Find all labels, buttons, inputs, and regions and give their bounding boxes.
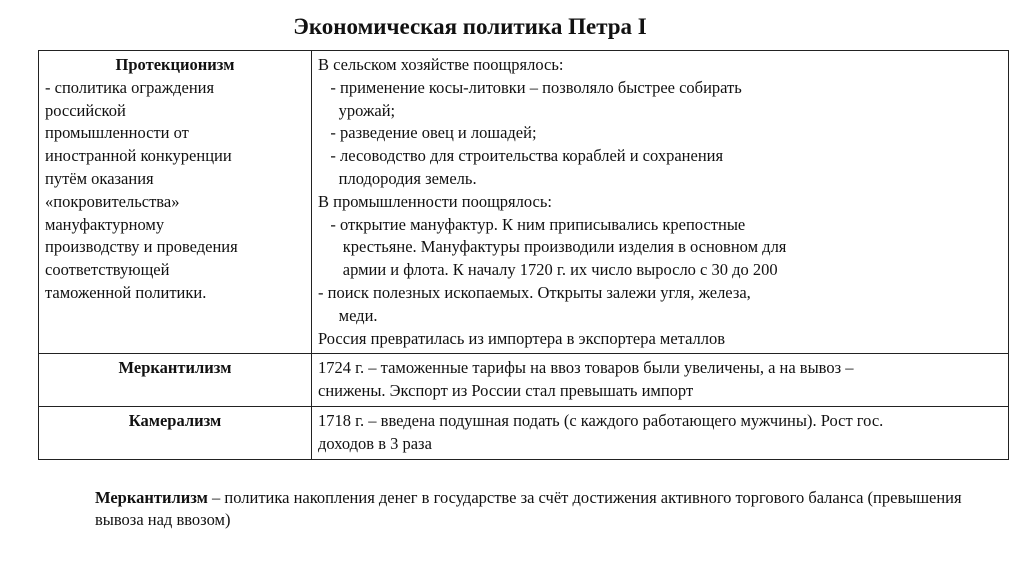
table-row xyxy=(39,51,1009,354)
text-line: - сполитика ограждения xyxy=(45,77,215,97)
text-line: Россия превратилась из импортера в экспортера металлов xyxy=(318,328,726,348)
text-line: урожай; xyxy=(318,100,396,120)
row-label-cell xyxy=(39,51,312,354)
text-line: 1724 г. – таможенные тарифы на ввоз товаров были увеличены, а на вывоз – xyxy=(318,358,854,378)
text-line: - поиск полезных ископаемых. Открыты залежи угля, железа, xyxy=(318,282,751,302)
text-line: промышленности от xyxy=(45,123,189,143)
row-heading: Протекционизм xyxy=(115,55,235,74)
row-content xyxy=(312,354,1009,407)
text-line: таможенной политики. xyxy=(45,282,207,302)
note-term: Меркантилизм xyxy=(95,488,208,507)
text-line: - применение косы-литовки – позволяло быстрее собирать xyxy=(318,77,742,97)
text-line: - открытие мануфактур. К ним приписывались крепостные xyxy=(318,214,746,234)
row-content xyxy=(312,406,1009,459)
text-line: соответствующей xyxy=(45,260,170,280)
table-row xyxy=(39,354,1009,407)
text-line: В промышленности поощрялось: xyxy=(318,191,552,211)
text-line: путём оказания xyxy=(45,168,154,188)
definition-note xyxy=(95,487,965,531)
text-line: производству и проведения xyxy=(45,237,238,257)
text-line: меди. xyxy=(318,305,378,325)
text-line: армии и флота. К началу 1720 г. их число выросло с 30 до 200 xyxy=(318,260,778,280)
text-line: 1718 г. – введена подушная подать (с каждого работающего мужчины). Рост гос. xyxy=(318,410,884,430)
note-text: – политика накопления денег в государстве за счёт достижения активного торгового баланса (превышения вывоза над ввозом) xyxy=(95,488,962,529)
text-line: снижены. Экспорт из России стал превышать импорт xyxy=(318,381,694,401)
policy-table xyxy=(38,50,1009,460)
text-line: доходов в 3 раза xyxy=(318,433,432,453)
text-line: иностранной конкуренции xyxy=(45,146,232,166)
text-line: российской xyxy=(45,100,126,120)
table-row xyxy=(39,406,1009,459)
row-heading: Камерализм xyxy=(39,406,312,459)
text-line: В сельском хозяйстве поощрялось: xyxy=(318,55,564,74)
page-title: Экономическая политика Петра I xyxy=(293,14,647,39)
text-line: крестьяне. Мануфактуры производили изделия в основном для xyxy=(318,237,787,257)
text-line: «покровительства» xyxy=(45,191,180,211)
definition-text xyxy=(45,77,305,305)
row-heading: Меркантилизм xyxy=(39,354,312,407)
row-content xyxy=(312,51,1009,354)
text-line: - разведение овец и лошадей; xyxy=(318,123,537,143)
text-line: плодородия земель. xyxy=(318,168,477,188)
text-line: мануфактурному xyxy=(45,214,165,234)
text-line: - лесоводство для строительства кораблей и сохранения xyxy=(318,146,724,166)
